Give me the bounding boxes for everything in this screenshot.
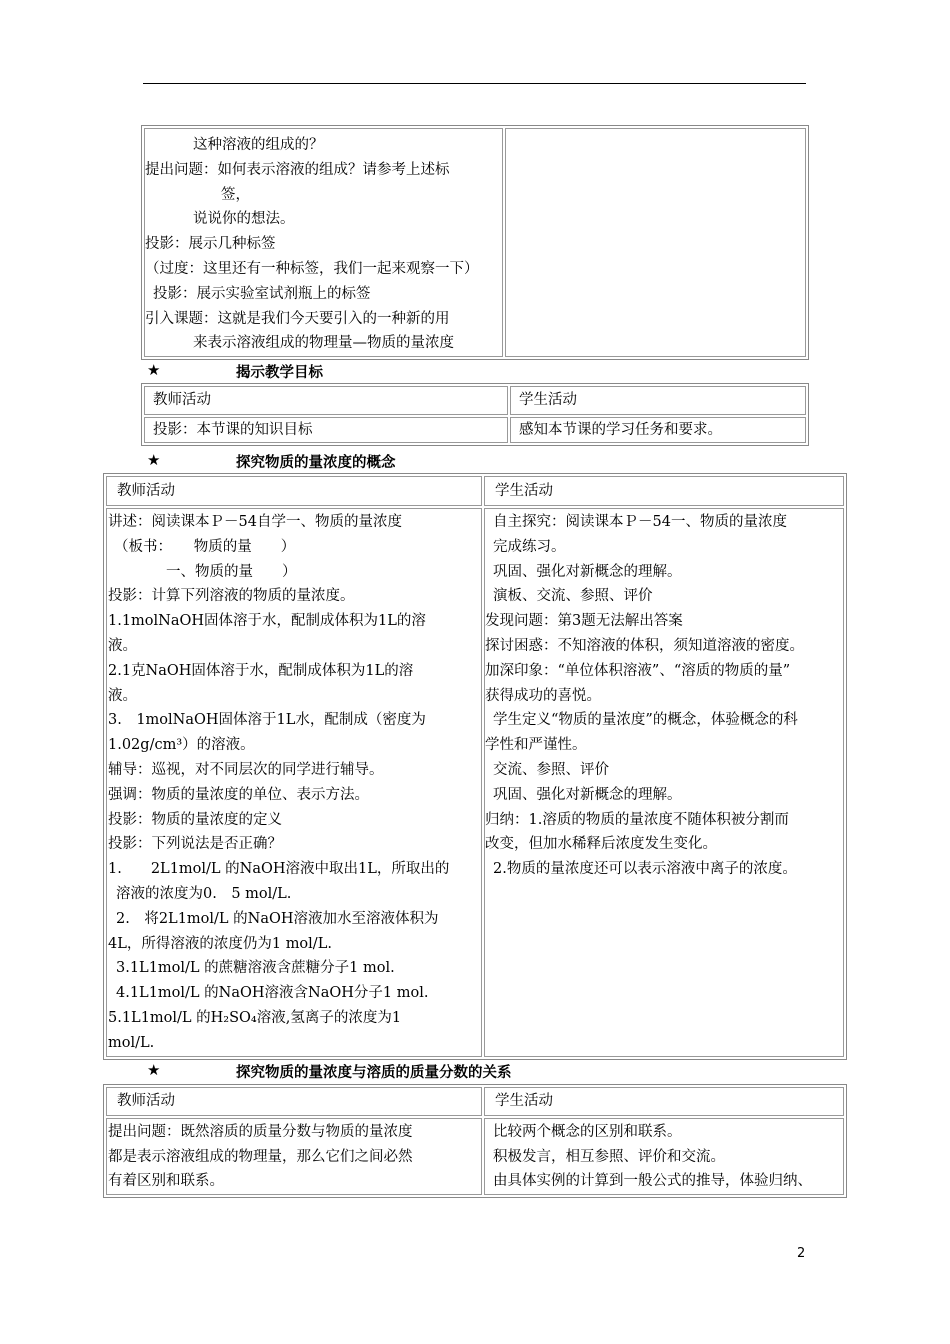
concept-teacher-lines bbox=[107, 509, 481, 1056]
star-icon: ★ bbox=[147, 451, 161, 469]
objectives-student-text: 感知本节课的学习任务和要求。 bbox=[510, 417, 806, 443]
text-line: 来表示溶液组成的物理量—物质的量浓度 bbox=[193, 335, 454, 352]
relation-student-cell bbox=[484, 1118, 844, 1195]
text-line: 比较两个概念的区别和联系。 bbox=[493, 1124, 682, 1140]
text-line: 归纳：1.溶质的物质的量浓度不随体积被分割而 bbox=[485, 811, 789, 828]
relation-table bbox=[103, 1084, 847, 1198]
text-line: 1.02g/cm³）的溶液。 bbox=[108, 737, 255, 754]
text-line: 引入课题：这就是我们今天要引入的一种新的用 bbox=[145, 310, 450, 327]
objectives-teacher-header: 教师活动 bbox=[144, 386, 508, 415]
concept-teacher-cell bbox=[106, 508, 482, 1057]
text-line: 3. 1molNaOH固体溶于1L水，配制成（密度为 bbox=[108, 712, 426, 729]
text-line: 提出问题：既然溶质的质量分数与物质的量浓度 bbox=[108, 1124, 413, 1140]
text-line: mol/L. bbox=[108, 1034, 155, 1051]
text-line: 巩固、强化对新概念的理解。 bbox=[493, 563, 682, 580]
text-line: 探讨困惑：不知溶液的体积，须知道溶液的密度。 bbox=[485, 637, 804, 654]
objectives-teacher-text: 投影：本节课的知识目标 bbox=[144, 417, 508, 443]
text-line: 2.1克NaOH固体溶于水，配制成体积为1L的溶 bbox=[108, 662, 414, 679]
text-line: 1. 2L1mol/L 的NaOH溶液中取出1L，所取出的 bbox=[108, 861, 450, 878]
text-line: 学生定义“物质的量浓度”的概念，体验概念的科 bbox=[493, 712, 798, 729]
text-line: 演板、交流、参照、评价 bbox=[493, 588, 653, 605]
concept-teacher-header: 教师活动 bbox=[106, 476, 482, 506]
relation-student-header: 学生活动 bbox=[484, 1087, 844, 1116]
text-line: 辅导：巡视，对不同层次的同学进行辅导。 bbox=[108, 761, 384, 778]
text-line: 投影：展示几种标签 bbox=[145, 236, 276, 253]
text-line: 强调：物质的量浓度的单位、表示方法。 bbox=[108, 786, 369, 803]
intro-teacher-cell bbox=[144, 128, 503, 357]
concept-table bbox=[103, 473, 847, 1060]
text-line: 液。 bbox=[108, 687, 137, 704]
section-title-relation: 探究物质的量浓度与溶质的质量分数的关系 bbox=[236, 1065, 512, 1081]
text-line: 投影：计算下列溶液的物质的量浓度。 bbox=[108, 588, 355, 605]
text-line: 讲述：阅读课本Ｐ－54自学一、物质的量浓度 bbox=[108, 514, 402, 530]
text-line: 发现问题：第3题无法解出答案 bbox=[485, 613, 683, 630]
text-line: 都是表示溶液组成的物理量，那么它们之间必然 bbox=[108, 1148, 413, 1165]
intro-student-cell bbox=[505, 128, 806, 357]
text-line: 投影：下列说法是否正确？ bbox=[108, 836, 282, 853]
text-line: 这种溶液的组成的？ bbox=[193, 137, 324, 153]
text-line: 4L，所得溶液的浓度仍为1 mol/L. bbox=[108, 935, 332, 952]
text-line: 签， bbox=[221, 186, 250, 203]
section-title-objectives: 揭示教学目标 bbox=[236, 365, 323, 381]
relation-teacher-cell bbox=[106, 1118, 482, 1195]
text-line: 投影：物质的量浓度的定义 bbox=[108, 811, 282, 828]
text-line: 5.1L1mol/L 的H₂SO₄溶液,氢离子的浓度为1 bbox=[108, 1009, 402, 1026]
star-icon: ★ bbox=[147, 361, 161, 379]
text-line: 说说你的想法。 bbox=[193, 211, 295, 228]
text-line: 获得成功的喜悦。 bbox=[485, 687, 601, 704]
header-rule bbox=[143, 83, 806, 84]
text-line: 加深印象：“单位体积溶液”、“溶质的物质的量” bbox=[485, 662, 791, 679]
relation-teacher-lines bbox=[107, 1119, 481, 1194]
text-line: 1.1molNaOH固体溶于水，配制成体积为1L的溶 bbox=[108, 613, 426, 630]
text-line: （板书： 物质的量 ） bbox=[114, 538, 296, 555]
text-line: 4.1L1mol/L 的NaOH溶液含NaOH分子1 mol. bbox=[116, 985, 429, 1002]
text-line: 完成练习。 bbox=[493, 538, 566, 555]
concept-student-header: 学生活动 bbox=[484, 476, 844, 506]
text-line: 一、物质的量 ） bbox=[166, 563, 297, 580]
text-line: 积极发言，相互参照、评价和交流。 bbox=[493, 1148, 725, 1165]
objectives-student-header: 学生活动 bbox=[510, 386, 806, 415]
text-line: 溶液的浓度为0. 5 mol/L. bbox=[116, 885, 292, 902]
text-line: 有着区别和联系。 bbox=[108, 1173, 224, 1189]
text-line: 投影：展示实验室试剂瓶上的标签 bbox=[153, 285, 371, 302]
intro-teacher-lines bbox=[145, 129, 500, 356]
relation-student-lines bbox=[485, 1119, 843, 1194]
star-icon: ★ bbox=[147, 1061, 161, 1079]
concept-student-cell bbox=[484, 508, 844, 1057]
section-title-concept: 探究物质的量浓度的概念 bbox=[236, 455, 396, 471]
intro-table bbox=[141, 125, 809, 360]
text-line: 由具体实例的计算到一般公式的推导，体验归纳、 bbox=[493, 1173, 812, 1189]
text-line: 巩固、强化对新概念的理解。 bbox=[493, 786, 682, 803]
text-line: 自主探究：阅读课本Ｐ－54一、物质的量浓度 bbox=[493, 514, 787, 530]
text-line: 3.1L1mol/L 的蔗糖溶液含蔗糖分子1 mol. bbox=[116, 960, 395, 977]
relation-teacher-header: 教师活动 bbox=[106, 1087, 482, 1116]
text-line: 改变，但加水稀释后浓度发生变化。 bbox=[485, 836, 717, 853]
text-line: 交流、参照、评价 bbox=[493, 761, 609, 778]
objectives-table bbox=[141, 383, 809, 446]
text-line: 液。 bbox=[108, 637, 137, 654]
text-line: 学性和严谨性。 bbox=[485, 737, 587, 754]
concept-student-lines bbox=[485, 509, 843, 882]
text-line: 2. 将2L1mol/L 的NaOH溶液加水至溶液体积为 bbox=[116, 910, 439, 927]
text-line: 2.物质的量浓度还可以表示溶液中离子的浓度。 bbox=[493, 861, 797, 878]
text-line: （过度：这里还有一种标签，我们一起来观察一下） bbox=[145, 260, 479, 277]
page-number: 2 bbox=[797, 1246, 806, 1261]
text-line: 提出问题：如何表示溶液的组成？请参考上述标 bbox=[145, 161, 450, 178]
